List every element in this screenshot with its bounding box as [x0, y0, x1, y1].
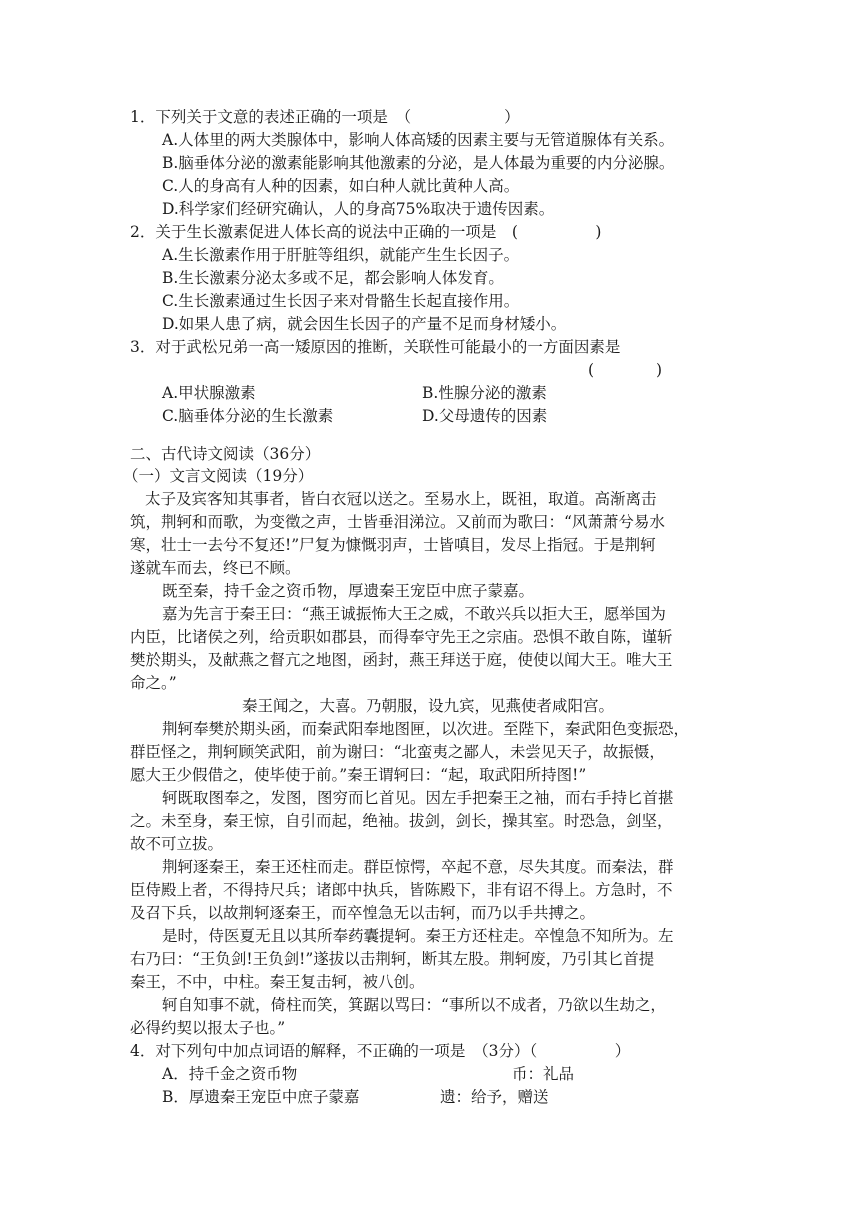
- passage-line: 荆轲奉樊於期头函，而秦武阳奉地图匣，以次进。至陛下，秦武阳色变振恐，: [162, 720, 690, 738]
- question-2-option-a: A.生长激素作用于肝脏等组织，就能产生生长因子。: [162, 246, 520, 264]
- question-4-option-a: A．持千金之资币物: [162, 1065, 298, 1083]
- passage-line: 之。未至身，秦王惊，自引而起，绝袖。拔剑，剑长，操其室。时恐急，剑坚，: [130, 812, 673, 830]
- question-1-option-c: C.人的身高有人种的因素，如白种人就比黄种人高。: [162, 177, 520, 195]
- question-3-stem: 3．对于武松兄弟一高一矮原因的推断，关联性可能最小的一方面因素是: [130, 338, 621, 356]
- passage-line: 轲自知事不就，倚柱而笑，箕踞以骂曰：“事所以不成者，乃欲以生劫之，: [162, 996, 666, 1014]
- section-heading: 二、古代诗文阅读（36分）: [130, 445, 321, 463]
- passage-line: 荆轲逐秦王，秦王还柱而走。群臣惊愕，卒起不意，尽失其度。而秦法，群: [162, 858, 674, 876]
- question-3-option-d: D.父母遗传的因素: [422, 407, 548, 425]
- passage-line: 遂就车而去，终已不顾。: [130, 559, 301, 577]
- question-1-stem: 1．下列关于文意的表述正确的一项是 （ ）: [130, 108, 520, 126]
- question-4-option-a-gloss: 币：礼品: [512, 1065, 575, 1083]
- passage-line: 必得约契以报太子也。”: [130, 1019, 286, 1037]
- question-1-option-d: D.科学家们经研究确认，人的身高75%取决于遗传因素。: [162, 200, 555, 218]
- passage-line: 右乃曰：“王负剑!王负剑!”遂拔以击荆轲，断其左股。荆轲废，乃引其匕首提: [130, 950, 655, 968]
- question-3-option-a: A.甲状腺激素: [162, 384, 256, 402]
- passage-line: 愿大王少假借之，使毕使于前。”秦王谓轲曰：“起，取武阳所持图!”: [130, 766, 587, 784]
- passage-line: 秦王闻之，大喜。乃朝服，设九宾，见燕使者咸阳宫。: [242, 697, 615, 715]
- section-subheading: （一）文言文阅读（19分）: [123, 467, 314, 485]
- passage-line: 命之。”: [130, 674, 177, 692]
- question-1-option-a: A.人体里的两大类腺体中，影响人体高矮的因素主要与无管道腺体有关系。: [162, 131, 675, 149]
- question-2-option-b: B.生长激素分泌太多或不足，都会影响人体发育。: [162, 269, 504, 287]
- passage-line: 内臣，比诸侯之列，给贡职如郡县，而得奉守先王之宗庙。恐惧不敢自陈，谨斩: [130, 628, 673, 646]
- question-1-option-b: B.脑垂体分泌的激素能影响其他激素的分泌，是人体最为重要的内分泌腺。: [162, 154, 675, 172]
- passage-line: 筑，荆轲和而歌，为变徵之声，士皆垂泪涕泣。又前而为歌曰：“风萧萧兮易水: [130, 513, 665, 531]
- question-3-option-c: C.脑垂体分泌的生长激素: [162, 407, 334, 425]
- question-4-stem: 4．对下列句中加点词语的解释，不正确的一项是 （3分）（ ）: [130, 1042, 631, 1060]
- passage-line: 太子及宾客知其事者，皆白衣冠以送之。至易水上，既祖，取道。高渐离击: [145, 490, 657, 508]
- passage-line: 既至秦，持千金之资币物，厚遗秦王宠臣中庶子蒙嘉。: [162, 582, 535, 600]
- question-4-option-b: B．厚遗秦王宠臣中庶子蒙嘉: [162, 1088, 360, 1106]
- passage-line: 故不可立拔。: [130, 835, 224, 853]
- passage-line: 是时，侍医夏无且以其所奉药囊提轲。秦王方还柱走。卒惶急不知所为。左: [162, 927, 674, 945]
- question-3-answer-paren: ( ): [588, 361, 663, 379]
- passage-line: 臣侍殿上者，不得持尺兵；诸郎中执兵，皆陈殿下，非有诏不得上。方急时，不: [130, 881, 673, 899]
- passage-line: 秦王，不中，中柱。秦王复击轲，被八创。: [130, 973, 425, 991]
- passage-line: 及召下兵，以故荆轲逐秦王，而卒惶急无以击轲，而乃以手共搏之。: [130, 904, 596, 922]
- passage-line: 嘉为先言于秦王曰：“燕王诚振怖大王之威，不敢兴兵以拒大王，愿举国为: [162, 605, 666, 623]
- question-2-option-c: C.生长激素通过生长因子来对骨骼生长起直接作用。: [162, 292, 520, 310]
- question-2-stem: 2．关于生长激素促进人体长高的说法中正确的一项是 ( ): [130, 223, 602, 241]
- passage-line: 寒，壮士一去兮不复还!”尸复为慷慨羽声，士皆嗔目，发尽上指冠。于是荆轲: [130, 536, 656, 554]
- passage-line: 轲既取图奉之，发图，图穷而匕首见。因左手把秦王之袖，而右手持匕首揕: [162, 789, 674, 807]
- question-3-option-b: B.性腺分泌的激素: [422, 384, 547, 402]
- question-4-option-b-gloss: 遗：给予，赠送: [440, 1088, 549, 1106]
- passage-line: 群臣怪之，荆轲顾笑武阳，前为谢曰：“北蛮夷之鄙人，未尝见天子，故振慑，: [130, 743, 665, 761]
- passage-line: 樊於期头，及献燕之督亢之地图，函封，燕王拜送于庭，使使以闻大王。唯大王: [130, 651, 673, 669]
- question-2-option-d: D.如果人患了病，就会因生长因子的产量不足而身材矮小。: [162, 315, 567, 333]
